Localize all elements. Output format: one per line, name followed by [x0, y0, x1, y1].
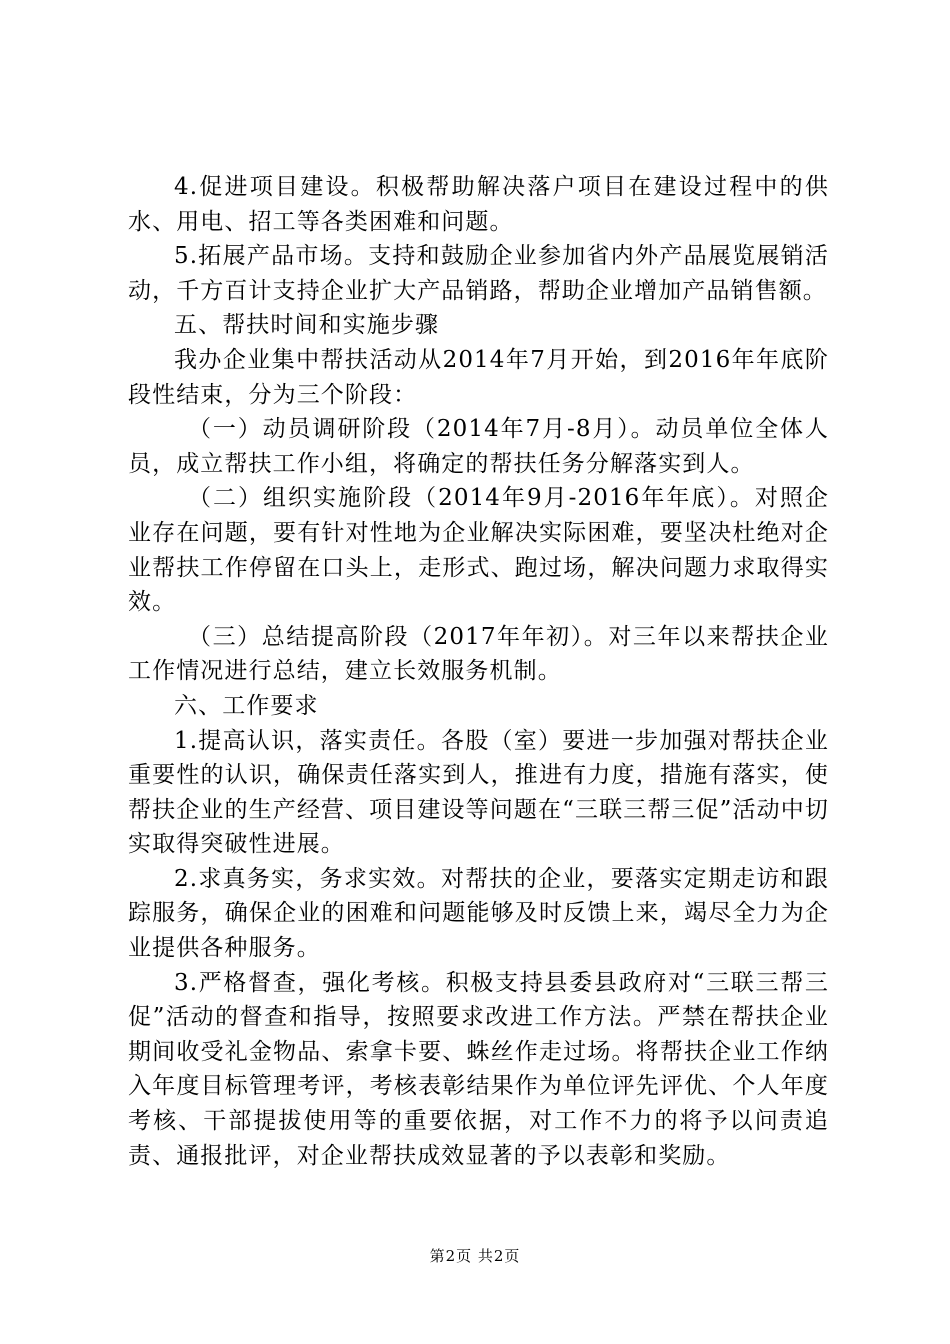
section-heading-requirements: 六、工作要求	[174, 692, 319, 719]
paragraph-schedule-intro: 我办企业集中帮扶活动从2014年7月开始，到2016年年底阶段性结束，分为三个阶段：	[128, 346, 829, 408]
paragraph-requirement-one: 1.提高认识，落实责任。各股（室）要进一步加强对帮扶企业重要性的认识，确保责任落实到人，推进有力度，措施有落实，使帮扶企业的生产经营、项目建设等问题在“三联三帮三促”活动中切实取得突破性进展。	[128, 727, 829, 858]
paragraph-expand-market: 5.拓展产品市场。支持和鼓励企业参加省内外产品展览展销活动，千方百计支持企业扩大产品销路，帮助企业增加产品销售额。	[128, 243, 829, 304]
page-number-footer: 第2页 共2页	[429, 1247, 521, 1265]
paragraph-requirement-two: 2.求真务实，务求实效。对帮扶的企业，要落实定期走访和跟踪服务，确保企业的困难和问题能够及时反馈上来，竭尽全力为企业提供各种服务。	[128, 865, 829, 962]
paragraph-promote-projects: 4.促进项目建设。积极帮助解决落户项目在建设过程中的供水、用电、招工等各类困难和问题。	[128, 174, 829, 235]
paragraph-phase-one: （一）动员调研阶段（2014年7月-8月）。动员单位全体人员，成立帮扶工作小组，将确定的帮扶任务分解落实到人。	[128, 416, 829, 477]
section-heading-schedule: 五、帮扶时间和实施步骤	[174, 312, 440, 339]
paragraph-requirement-three: 3.严格督查，强化考核。积极支持县委县政府对“三联三帮三促”活动的督查和指导，按照要求改进工作方法。严禁在帮扶企业期间收受礼金物品、索拿卡要、蛛丝作走过场。将帮扶企业工作纳入年度目标管理考评，考核表彰结果作为单位评先评优、个人年度考核、干部提拔使用等的重要依据，对工作不力的将予以问责追责、通报批评，对企业帮扶成效显著的予以表彰和奖励。	[128, 969, 829, 1169]
paragraph-phase-three: （三）总结提高阶段（2017年年初）。对三年以来帮扶企业工作情况进行总结，建立长效服务机制。	[128, 623, 829, 685]
paragraph-phase-two: （二）组织实施阶段（2014年9月-2016年年底）。对照企业存在问题，要有针对性地为企业解决实际困难，要坚决杜绝对企业帮扶工作停留在口头上，走形式、跑过场，解决问题力求取得实效。	[128, 485, 829, 616]
document-body	[128, 170, 829, 1173]
